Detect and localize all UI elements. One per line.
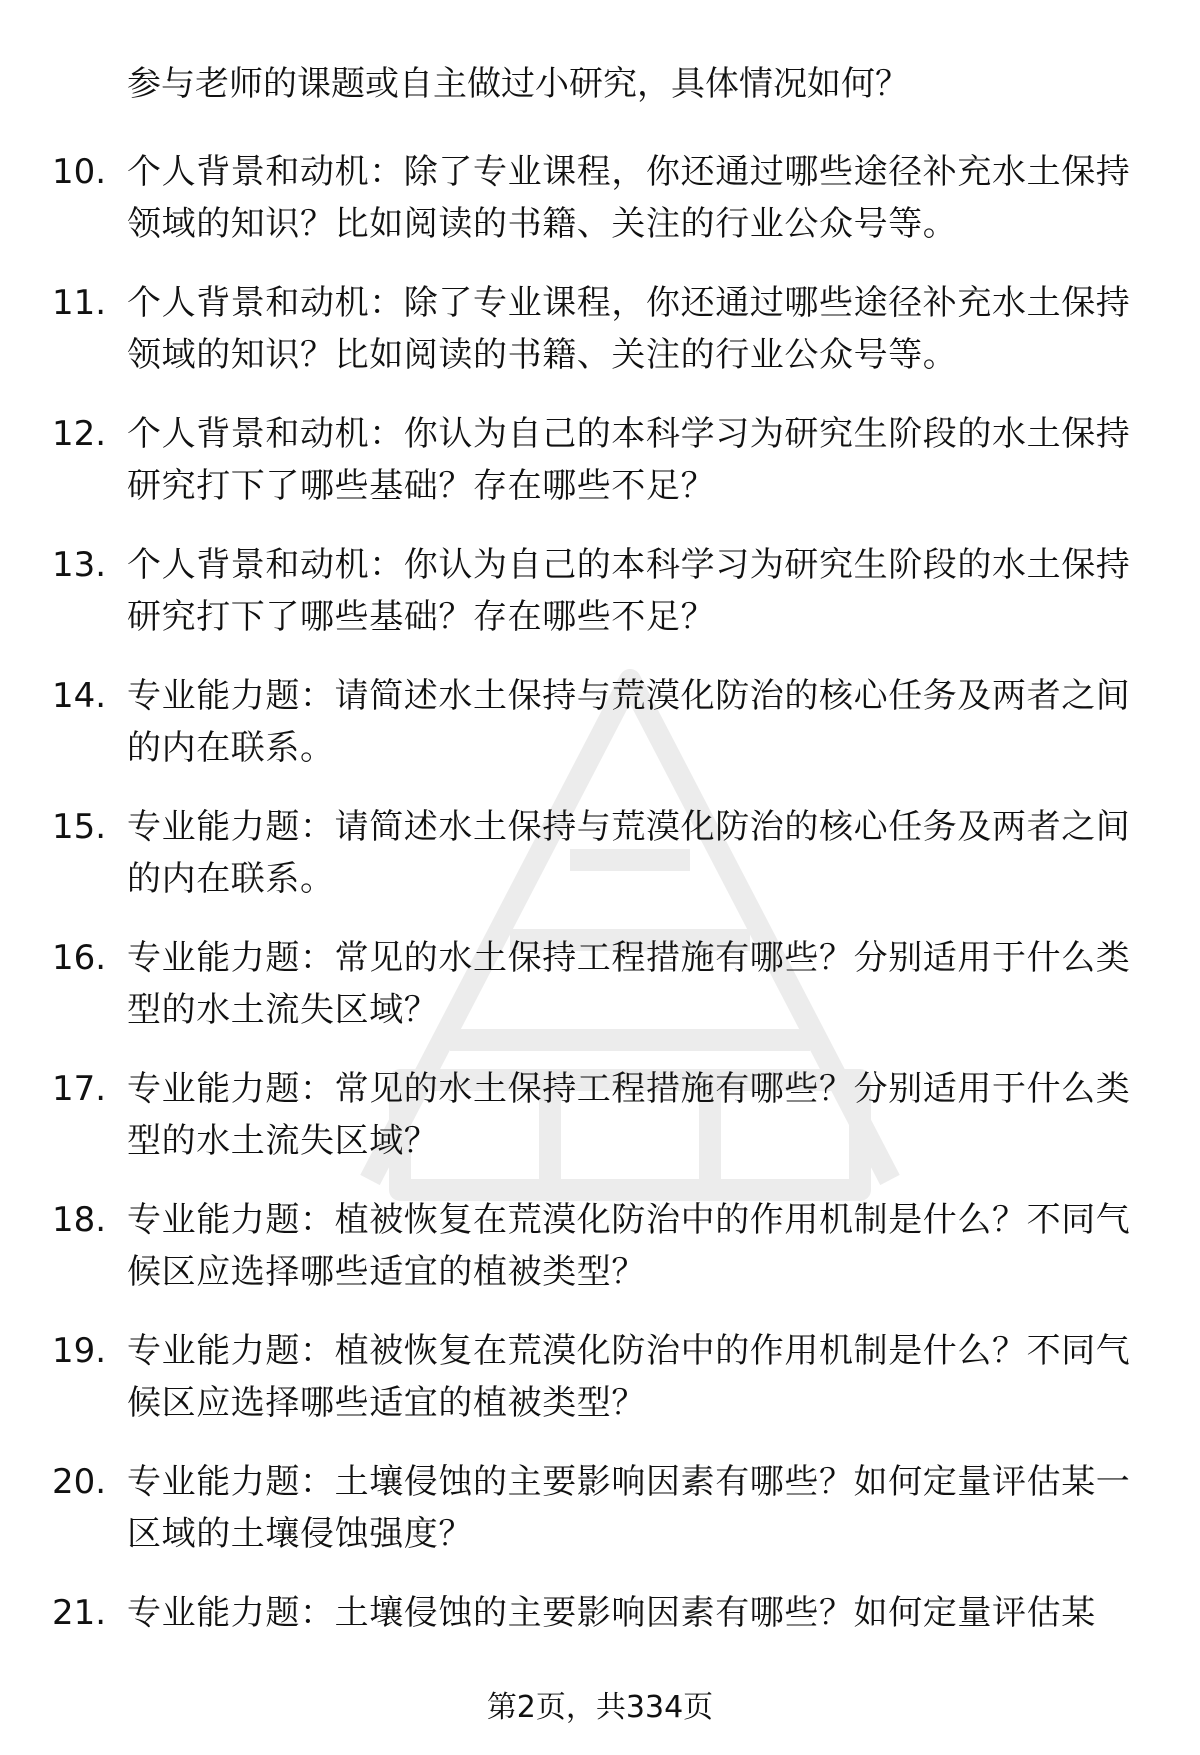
item-text: 专业能力题：土壤侵蚀的主要影响因素有哪些？如何定量评估某: [127, 1593, 1096, 1633]
item-text: 个人背景和动机：除了专业课程，你还通过哪些途径补充水土保持领域的知识？比如阅读的书籍、关注的行业公众号等。: [127, 283, 1131, 375]
item-text: 专业能力题：植被恢复在荒漠化防治中的作用机制是什么？不同气候区应选择哪些适宜的植被类型？: [127, 1200, 1131, 1292]
item-number: 11.: [52, 283, 107, 323]
item-number: 10.: [52, 152, 107, 192]
item-number: 17.: [52, 1069, 107, 1109]
item-number: 12.: [52, 414, 107, 454]
list-item: [0, 277, 1200, 408]
item-text: 个人背景和动机：除了专业课程，你还通过哪些途径补充水土保持领域的知识？比如阅读的书籍、关注的行业公众号等。: [127, 152, 1131, 244]
item-text: 个人背景和动机：你认为自己的本科学习为研究生阶段的水土保持研究打下了哪些基础？存在哪些不足？: [127, 545, 1131, 637]
item-text: 专业能力题：常见的水土保持工程措施有哪些？分别适用于什么类型的水土流失区域？: [127, 938, 1131, 1030]
list-item: [0, 539, 1200, 670]
item-text: 专业能力题：请简述水土保持与荒漠化防治的核心任务及两者之间的内在联系。: [127, 676, 1131, 768]
question-list: [0, 146, 1200, 1718]
page-number-footer: 第2页，共334页: [486, 1690, 714, 1725]
item-number: 15.: [52, 807, 107, 847]
item-number: 18.: [52, 1200, 107, 1240]
list-item: [0, 1456, 1200, 1587]
list-item: [0, 670, 1200, 801]
list-item: [0, 408, 1200, 539]
item-number: 13.: [52, 545, 107, 585]
item-number: 14.: [52, 676, 107, 716]
list-item: [0, 1325, 1200, 1456]
list-item: [0, 932, 1200, 1063]
item-text: 个人背景和动机：你认为自己的本科学习为研究生阶段的水土保持研究打下了哪些基础？存在哪些不足？: [127, 414, 1131, 506]
continued-question-text: 参与老师的课题或自主做过小研究，具体情况如何？: [127, 64, 909, 104]
item-number: 16.: [52, 938, 107, 978]
list-item: [0, 146, 1200, 277]
item-number: 19.: [52, 1331, 107, 1371]
item-text: 专业能力题：土壤侵蚀的主要影响因素有哪些？如何定量评估某一区域的土壤侵蚀强度？: [127, 1462, 1131, 1554]
item-number: 21.: [52, 1593, 107, 1633]
item-text: 专业能力题：请简述水土保持与荒漠化防治的核心任务及两者之间的内在联系。: [127, 807, 1131, 899]
item-number: 20.: [52, 1462, 107, 1502]
list-item: [0, 1194, 1200, 1325]
list-item: [0, 801, 1200, 932]
item-text: 专业能力题：植被恢复在荒漠化防治中的作用机制是什么？不同气候区应选择哪些适宜的植被类型？: [127, 1331, 1131, 1423]
item-text: 专业能力题：常见的水土保持工程措施有哪些？分别适用于什么类型的水土流失区域？: [127, 1069, 1131, 1161]
list-item: [0, 1063, 1200, 1194]
